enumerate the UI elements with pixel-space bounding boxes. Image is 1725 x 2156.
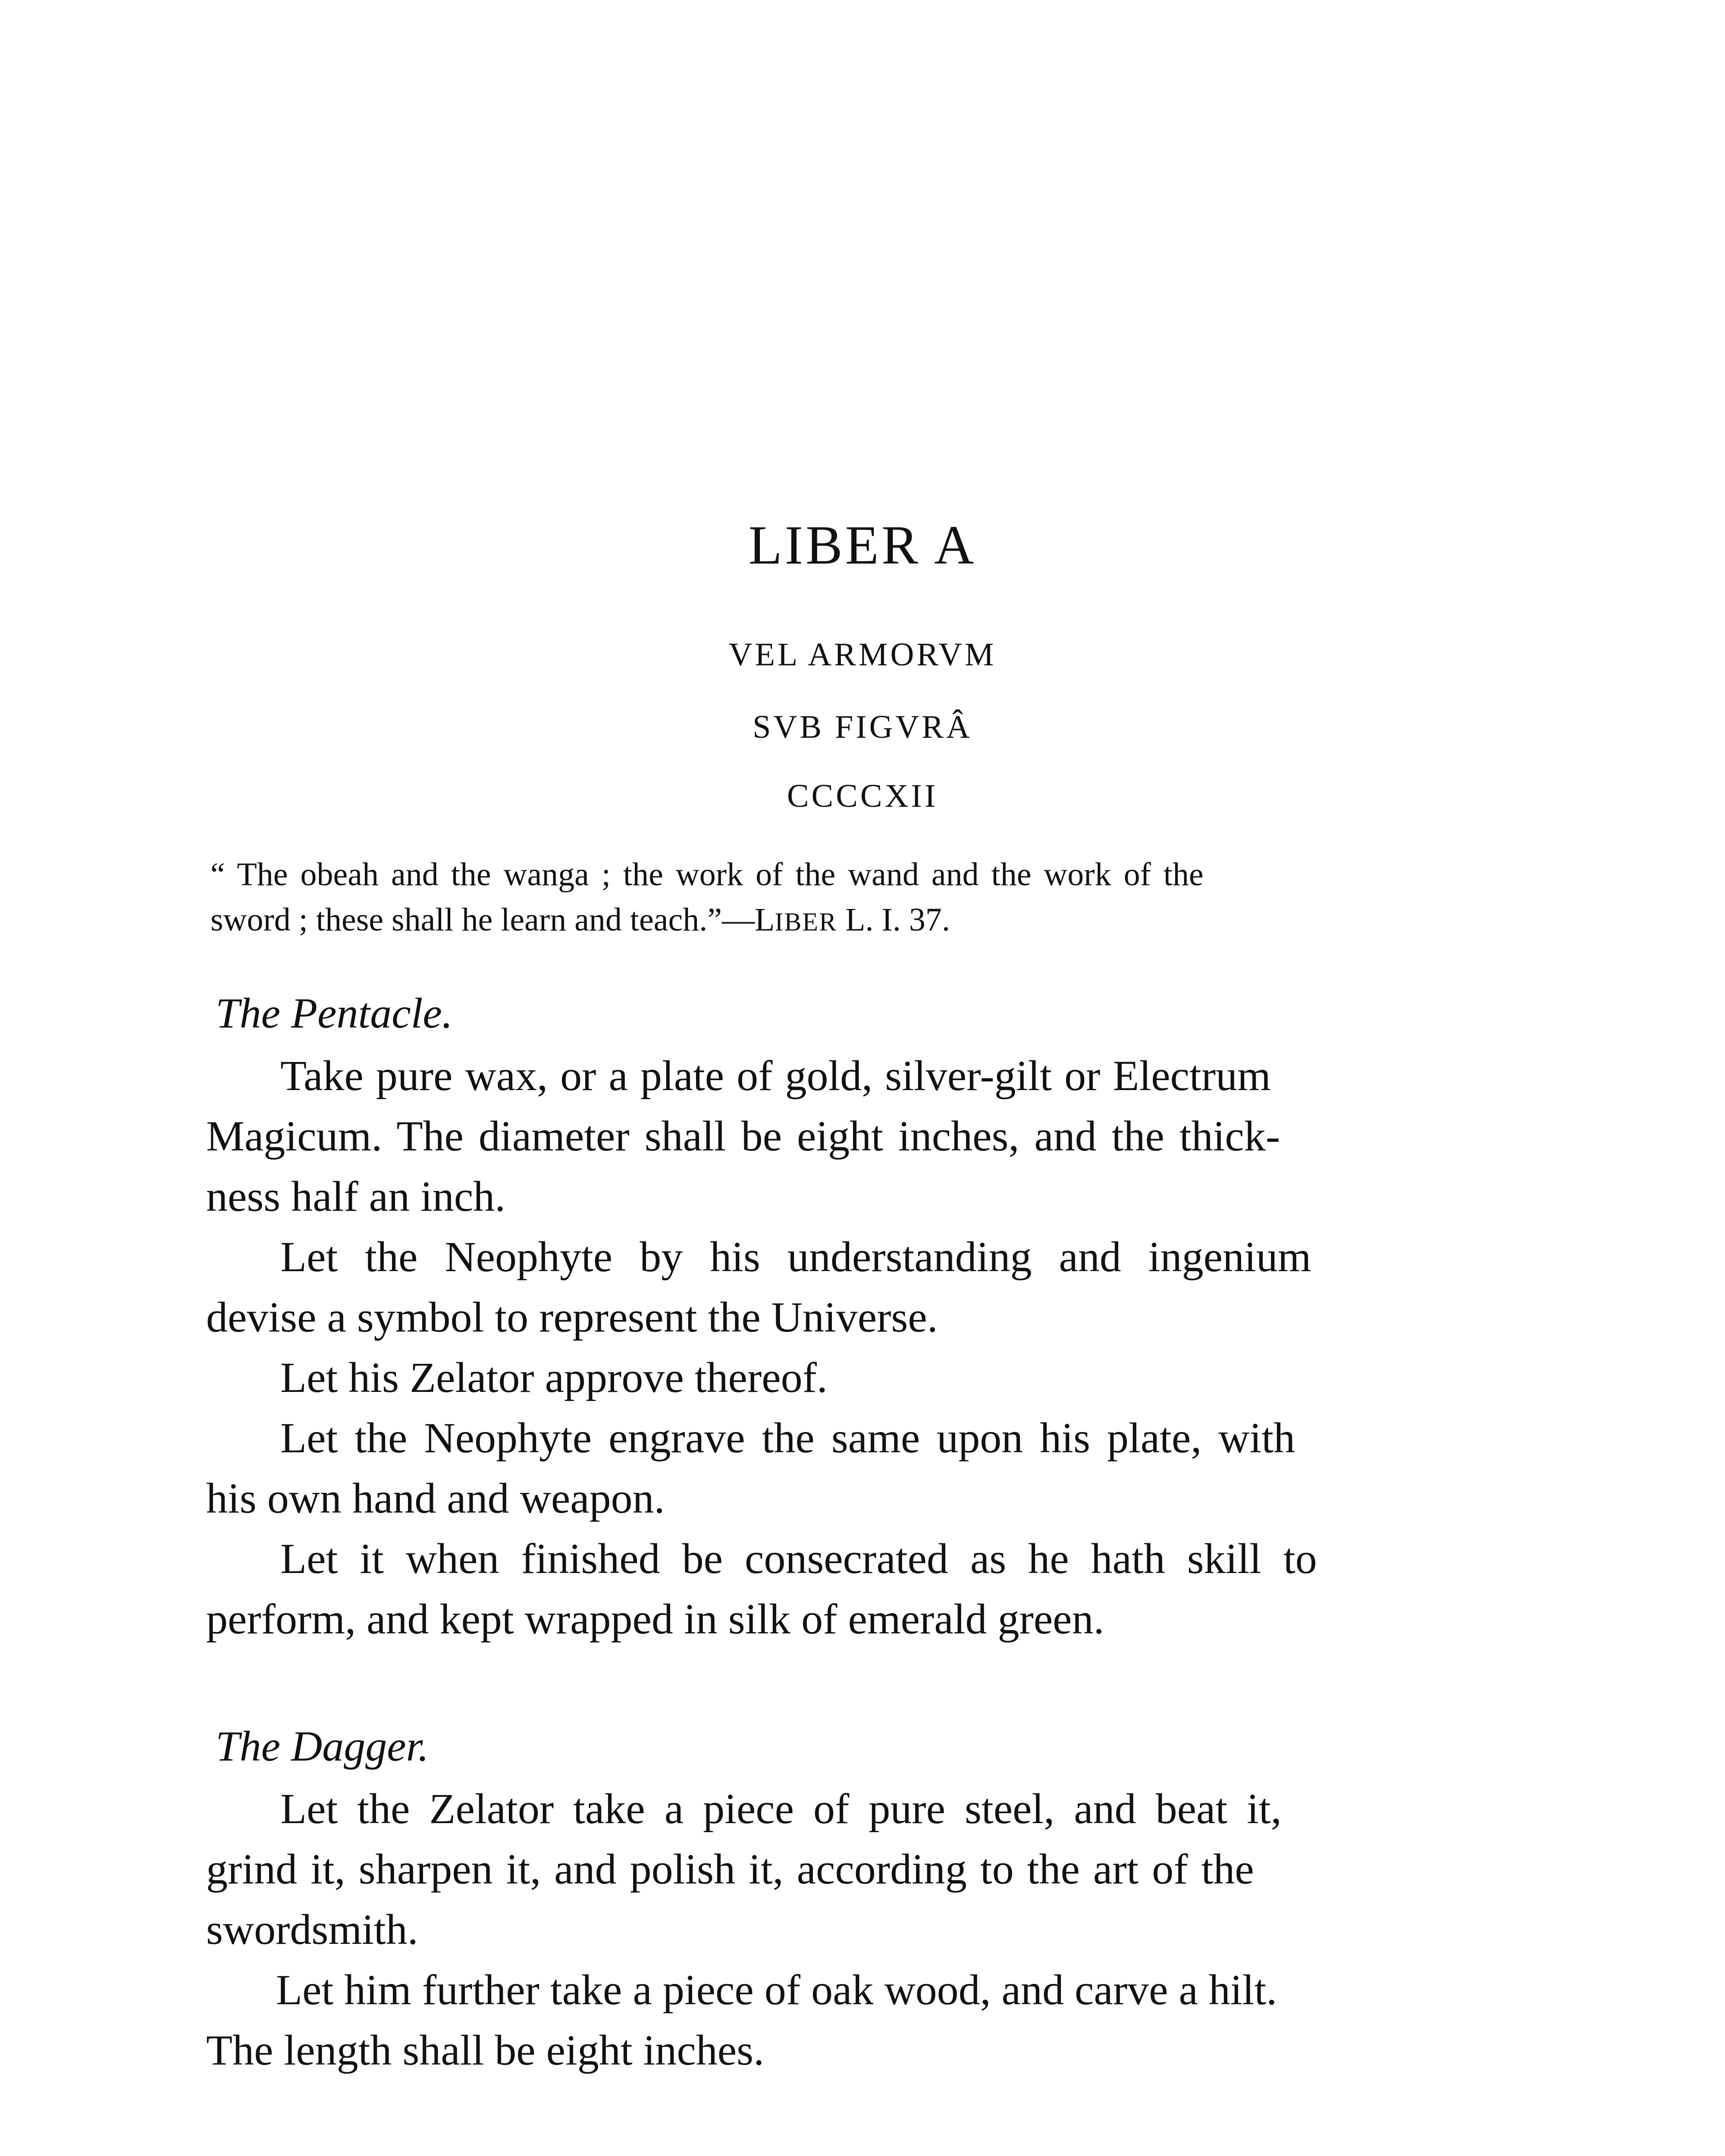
page-title: LIBER A bbox=[748, 514, 977, 576]
epigraph-citation: L. I. 37. bbox=[837, 902, 950, 938]
text-line: grind it, sharpen it, and polish it, according to the art of the bbox=[206, 1845, 1254, 1893]
text-line: The length shall be eight inches. bbox=[206, 2026, 765, 2074]
text-line: Let the Neophyte engrave the same upon his plate, with bbox=[280, 1414, 1295, 1462]
text-line: Take pure wax, or a plate of gold, silver-gilt or Electrum bbox=[280, 1052, 1271, 1100]
text-line: perform, and kept wrapped in silk of emerald green. bbox=[206, 1595, 1104, 1643]
subtitle-line-2: SVB FIGVRÂ bbox=[753, 709, 972, 745]
epigraph-line-1: “ The obeah and the wanga ; the work of the wand and the work of the bbox=[210, 856, 1204, 893]
section-heading-pentacle: The Pentacle. bbox=[216, 989, 453, 1037]
epigraph-text: sword ; these shall he learn and teach.”— bbox=[210, 902, 755, 938]
epigraph-line-2 bbox=[210, 903, 1504, 936]
text-line: Let it when finished be consecrated as he hath skill to bbox=[280, 1535, 1317, 1583]
text-line: devise a symbol to represent the Universe. bbox=[206, 1293, 938, 1341]
text-line: swordsmith. bbox=[206, 1905, 418, 1953]
text-line: his own hand and weapon. bbox=[206, 1474, 665, 1522]
subtitle-line-3: CCCCXII bbox=[787, 778, 938, 814]
epigraph-liber-initial: L bbox=[754, 902, 775, 938]
text-line: Let the Neophyte by his understanding and ingenium bbox=[280, 1233, 1311, 1281]
text-line: Magicum. The diameter shall be eight inches, and the thick- bbox=[206, 1112, 1280, 1160]
text-line: ness half an inch. bbox=[206, 1172, 506, 1220]
text-line: Let him further take a piece of oak wood, and carve a hilt. bbox=[276, 1966, 1277, 2014]
section-heading-dagger: The Dagger. bbox=[216, 1722, 429, 1770]
subtitle-line-1: VEL ARMORVM bbox=[728, 636, 997, 673]
epigraph-liber-smallcaps: IBER bbox=[775, 908, 837, 936]
text-line: Let the Zelator take a piece of pure steel, and beat it, bbox=[280, 1785, 1282, 1833]
text-line: Let his Zelator approve thereof. bbox=[280, 1354, 828, 1401]
